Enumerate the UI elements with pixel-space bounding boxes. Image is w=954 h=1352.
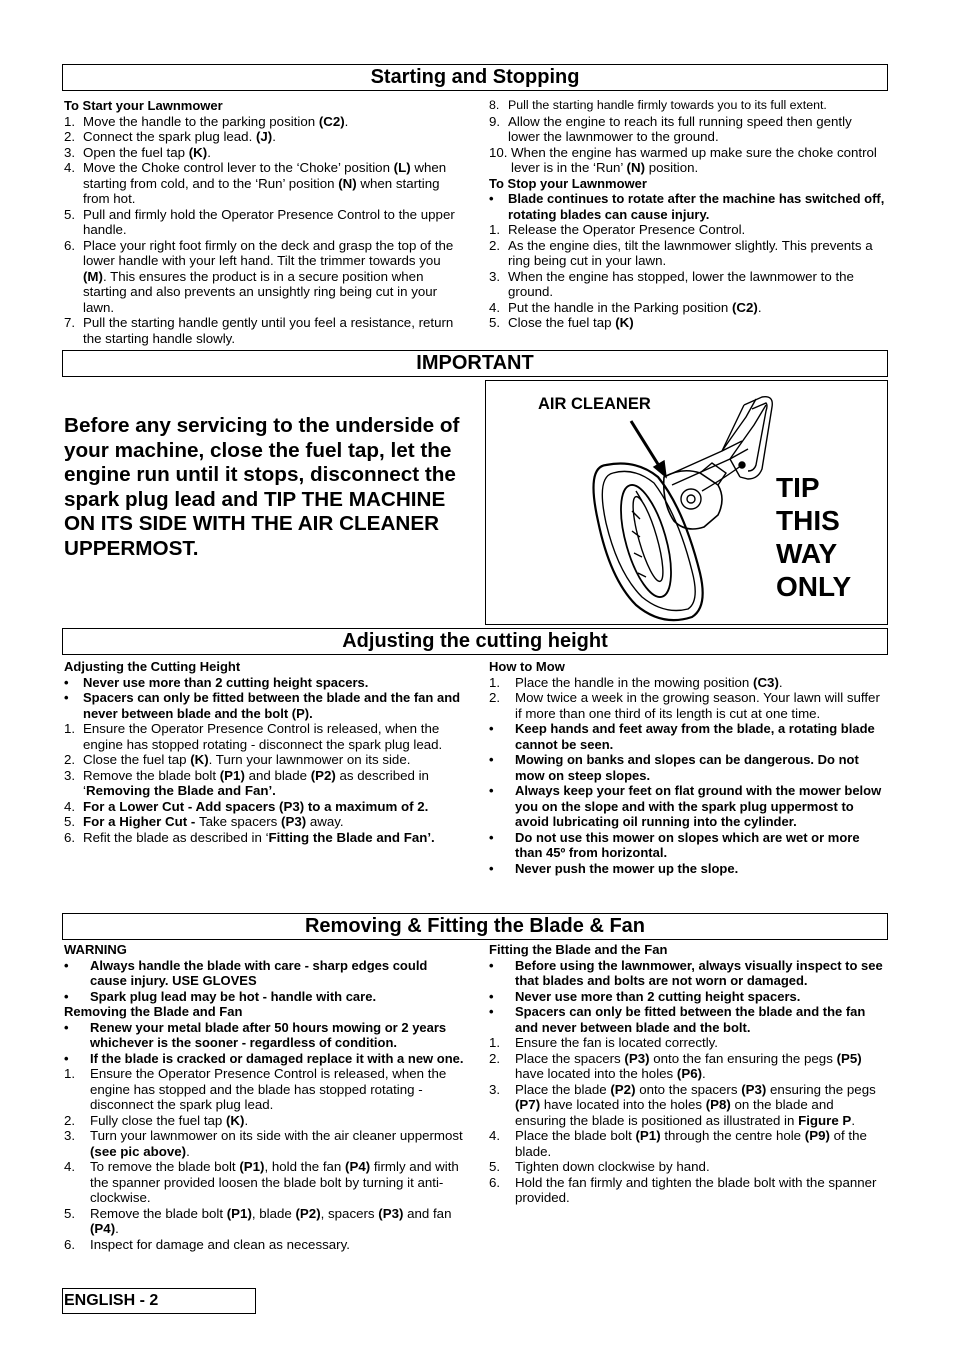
list-item: 7. Pull the starting handle gently until you feel a resistance, return the starting handle slowly.: [64, 315, 454, 346]
list-item: • Mowing on banks and slopes can be dangerous. Do not mow on steep slopes.: [489, 752, 859, 783]
cutting-heading: Adjusting the Cutting Height: [64, 659, 241, 674]
list-item: 5. Pull and firmly hold the Operator Presence Control to the upper handle.: [64, 206, 455, 237]
list-item: 2. Connect the spark plug lead. (J).: [64, 129, 276, 144]
list-item: • Keep hands and feet away from the blade, a rotating blade cannot be seen.: [489, 721, 875, 752]
list-item: • Before using the lawnmower, always visually inspect to see that blades and bolts are not worn or damaged.: [489, 957, 883, 988]
list-item: 1. Ensure the fan is located correctly.: [489, 1035, 718, 1050]
list-item: 4. For a Lower Cut - Add spacers (P3) to a maximum of 2.: [64, 798, 429, 814]
list-item: 10. When the engine has warmed up make sure the choke control lever is in the ‘Run’ (N) position.: [489, 144, 877, 175]
list-item: 1. Ensure the Operator Presence Control is released, when the engine has stopped rotating - disconnect the spark plug lead.: [64, 721, 443, 752]
list-item: 2. Place the spacers (P3) onto the fan ensuring the pegs (P5) have located into the holes (P6).: [489, 1050, 862, 1081]
list-item: • Spacers can only be fitted between the blade and the fan and never between blade and the bolt.: [489, 1004, 866, 1035]
list-item: 6. Hold the fan firmly and tighten the blade bolt with the spanner provided.: [489, 1174, 877, 1205]
list-item: 1. Place the handle in the mowing position (C3).: [489, 674, 783, 690]
list-item: • Spacers can only be fitted between the blade and the fan and never between blade and the bolt (P).: [64, 690, 461, 721]
stop-heading: To Stop your Lawnmower: [489, 175, 647, 191]
start-heading: To Start your Lawnmower: [64, 98, 223, 113]
list-item: 3. Turn your lawnmower on its side with the air cleaner uppermost (see pic above).: [64, 1128, 463, 1159]
list-item: 9. Allow the engine to reach its full running speed then gently lower the lawnmower to the ground.: [489, 113, 852, 144]
blade-column-left: [64, 942, 464, 1252]
list-item: 5. Tighten down clockwise by hand.: [489, 1159, 710, 1174]
list-item: 5. Remove the blade bolt (P1), blade (P2), spacers (P3) and fan (P4).: [64, 1205, 452, 1236]
section-title-important: IMPORTANT: [62, 350, 888, 377]
mow-column-right: [489, 659, 887, 876]
start-column-right: [489, 98, 885, 331]
list-item: 5. For a Higher Cut - Take spacers (P3) away.: [64, 814, 344, 829]
list-item: 2. Close the fuel tap (K). Turn your lawnmower on its side.: [64, 752, 411, 767]
air-cleaner-label: AIR CLEANER: [538, 395, 651, 413]
list-item: 4. Move the Choke control lever to the ‘Choke’ position (L) when starting from cold, and to the ‘Run’ position (N) when starting from hot.: [64, 160, 447, 206]
list-item: 8. Pull the starting handle firmly towards you to its full extent.: [489, 98, 827, 112]
list-item: 6. Inspect for damage and clean as necessary.: [64, 1236, 350, 1252]
list-item: • Do not use this mower on slopes which are wet or more than 45º from horizontal.: [489, 829, 860, 860]
list-item: • Never push the mower up the slope.: [489, 860, 739, 876]
list-item: • Blade continues to rotate after the machine has switched off, rotating blades can cause injury.: [489, 191, 885, 222]
list-item: 6. Refit the blade as described in ‘Fitting the Blade and Fan’.: [64, 829, 435, 845]
important-notice: Before any servicing to the underside of your machine, close the fuel tap, let the engine run until it stops, disconnect the spark plug lead and TIP THE MACHINE ON ITS SIDE WITH THE AIR CLEANER UPPERMOST.: [64, 414, 460, 560]
list-item: 1. Move the handle to the parking position (C2).: [64, 113, 349, 129]
mow-heading: How to Mow: [489, 659, 565, 674]
removing-heading: Removing the Blade and Fan: [64, 1004, 243, 1019]
list-item: • Spark plug lead may be hot - handle with care.: [64, 988, 377, 1004]
list-item: • Always keep your feet on flat ground with the mower below you on the slope and with the spark plug uppermost to avoid lubricating oil running into the cylinder.: [489, 783, 882, 829]
start-column-left: [64, 98, 462, 346]
list-item: 4. Place the blade bolt (P1) through the centre hole (P9) of the blade.: [489, 1128, 867, 1159]
list-item: 4. Put the handle in the Parking position (C2).: [489, 299, 762, 315]
list-item: 3. Remove the blade bolt (P1) and blade (P2) as described in ‘Removing the Blade and Fan’.: [64, 767, 429, 798]
section-title-cutting: Adjusting the cutting height: [62, 628, 888, 655]
list-item: 1. Ensure the Operator Presence Control is released, when the engine has stopped and the blade has stopped rotating - disconnect the spark plug lead.: [64, 1066, 447, 1112]
section-title-blade: Removing & Fitting the Blade & Fan: [62, 913, 888, 940]
list-item: 3. Place the blade (P2) onto the spacers (P3) ensuring the pegs (P7) have located into the holes (P8) on the blade and ensuring the blade is positioned as illustrated in Figure P.: [489, 1081, 876, 1128]
list-item: • If the blade is cracked or damaged replace it with a new one.: [64, 1050, 464, 1066]
section-title-starting: Starting and Stopping: [62, 64, 888, 91]
list-item: 3. When the engine has stopped, lower the lawnmower to the ground.: [489, 268, 854, 299]
list-item: 4. To remove the blade bolt (P1), hold the fan (P4) firmly and with the spanner provided loosen the blade bolt by turning it anti-clockwise.: [64, 1159, 459, 1205]
list-item: • Never use more than 2 cutting height spacers.: [489, 988, 801, 1004]
blade-column-right: [489, 942, 887, 1206]
list-item: • Renew your metal blade after 50 hours mowing or 2 years whichever is the sooner - regardless of condition.: [64, 1019, 447, 1050]
tip-this-way-label: TIP THIS WAY ONLY: [776, 472, 852, 602]
air-cleaner-diagram: [485, 380, 888, 625]
list-item: 3. Open the fuel tap (K).: [64, 144, 211, 160]
list-item: 2. Mow twice a week in the growing season. Your lawn will suffer if more than one third of its length is cut at one time.: [489, 690, 880, 721]
list-item: 5. Close the fuel tap (K): [489, 315, 634, 330]
warning-heading: WARNING: [64, 942, 127, 957]
list-item: 6. Place your right foot firmly on the deck and grasp the top of the lower handle with your left hand. Tilt the trimmer towards you (M). This ensures the product is in a secure position when starting and also prevents an unsightly ring being cut in your lawn.: [64, 237, 454, 315]
list-item: 2. As the engine dies, tilt the lawnmower slightly. This prevents a ring being cut in your lawn.: [489, 237, 873, 268]
fitting-heading: Fitting the Blade and the Fan: [489, 942, 668, 957]
cutting-column-left: [64, 659, 464, 845]
list-item: • Never use more than 2 cutting height spacers.: [64, 674, 369, 690]
list-item: 1. Release the Operator Presence Control.: [489, 222, 746, 237]
page-footer: ENGLISH - 2: [62, 1288, 256, 1314]
list-item: 2. Fully close the fuel tap (K).: [64, 1112, 249, 1128]
list-item: • Always handle the blade with care - sharp edges could cause injury. USE GLOVES: [64, 957, 428, 988]
